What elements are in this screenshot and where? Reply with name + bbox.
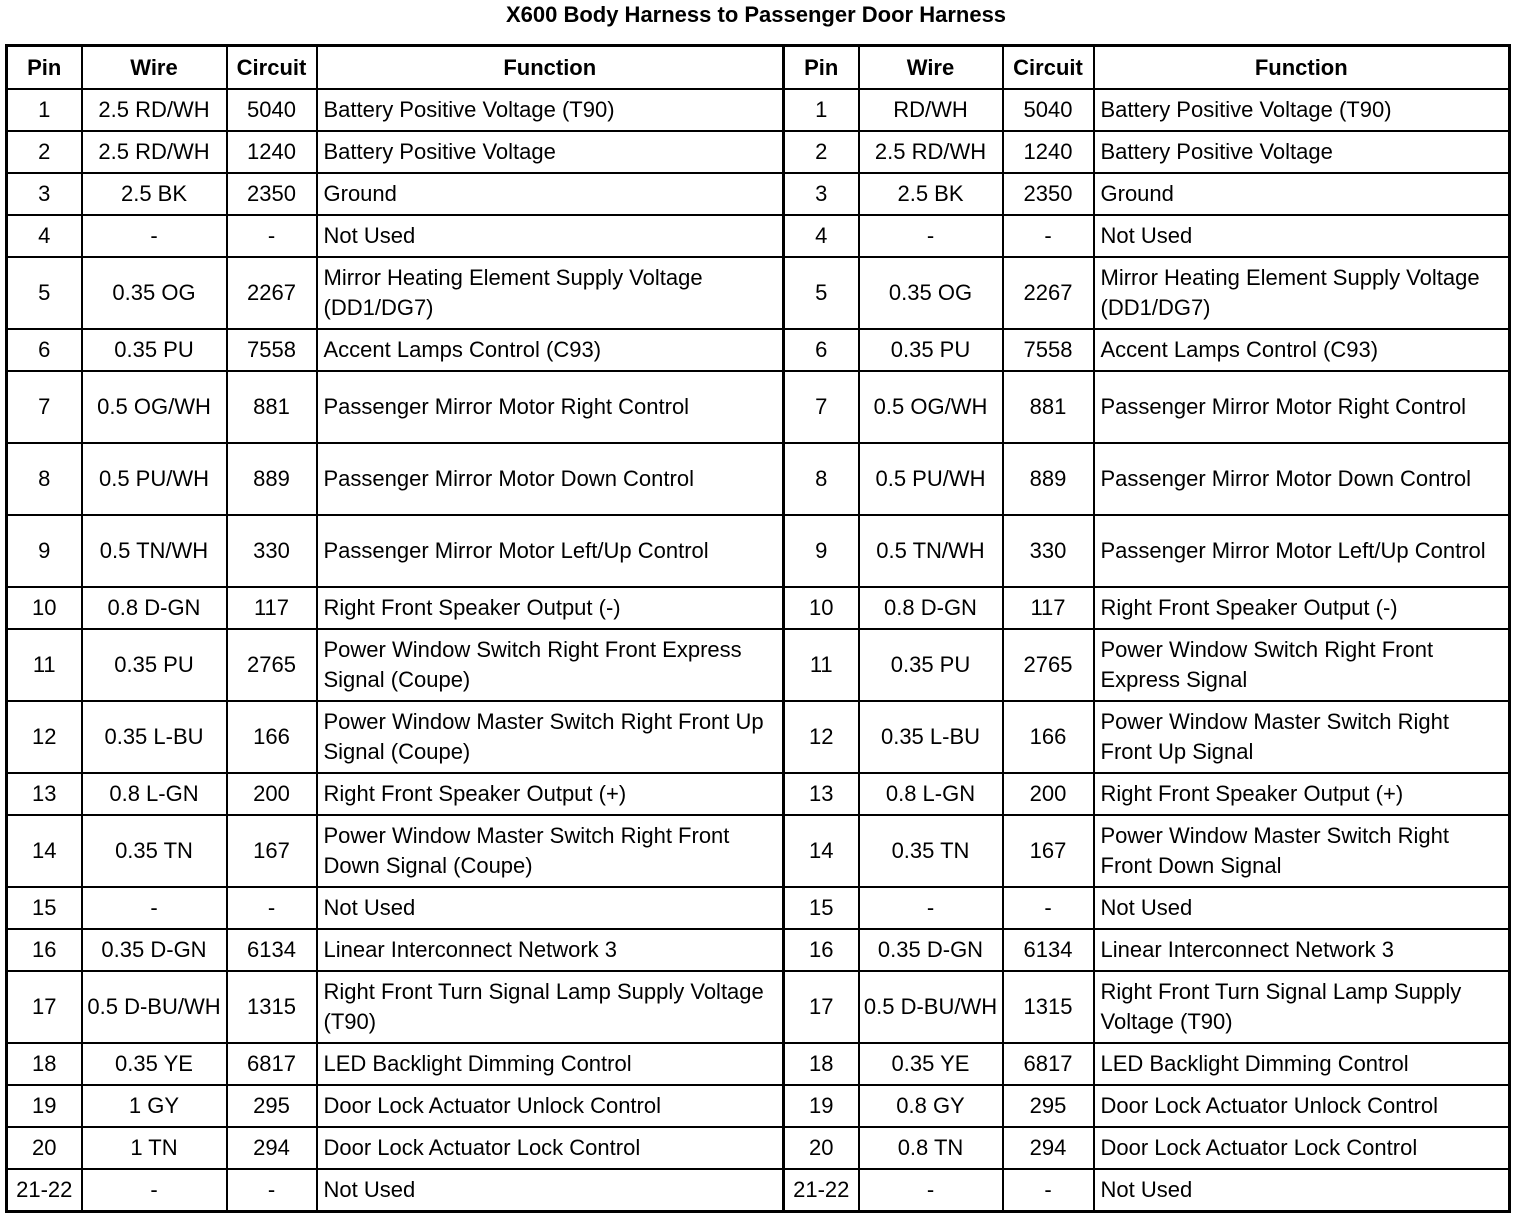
wire-cell: -: [82, 215, 227, 257]
pin-cell: 15: [7, 887, 82, 929]
function-cell: Right Front Speaker Output (+): [317, 773, 784, 815]
function-cell-right: Accent Lamps Control (C93): [1094, 329, 1510, 371]
wire-cell: 0.5 OG/WH: [82, 371, 227, 443]
table-row: [7, 887, 1510, 929]
table-row: [7, 773, 1510, 815]
table-row: [7, 1169, 1510, 1212]
circuit-cell-right: -: [1003, 887, 1094, 929]
wire-cell-right: 0.35 YE: [859, 1043, 1003, 1085]
wire-cell-right: -: [859, 1169, 1003, 1212]
pin-cell: 1: [7, 89, 82, 131]
pin-cell-right: 4: [784, 215, 859, 257]
function-cell-right: Battery Positive Voltage: [1094, 131, 1510, 173]
pin-cell: 5: [7, 257, 82, 329]
wire-cell-right: 0.8 D-GN: [859, 587, 1003, 629]
pin-cell-right: 20: [784, 1127, 859, 1169]
function-cell: Right Front Speaker Output (-): [317, 587, 784, 629]
wire-cell-right: 0.35 PU: [859, 629, 1003, 701]
pin-cell-right: 6: [784, 329, 859, 371]
circuit-cell-right: 200: [1003, 773, 1094, 815]
header-function-right: Function: [1094, 46, 1510, 90]
wire-cell-right: 0.35 PU: [859, 329, 1003, 371]
function-cell-right: Not Used: [1094, 887, 1510, 929]
pin-cell: 8: [7, 443, 82, 515]
wire-cell: 0.35 YE: [82, 1043, 227, 1085]
table-row: [7, 89, 1510, 131]
function-cell-right: Right Front Turn Signal Lamp Supply Voltage (T90): [1094, 971, 1510, 1043]
function-cell-right: Battery Positive Voltage (T90): [1094, 89, 1510, 131]
function-cell: Power Window Master Switch Right Front Up Signal (Coupe): [317, 701, 784, 773]
wire-cell-right: 0.35 OG: [859, 257, 1003, 329]
wire-cell: 2.5 RD/WH: [82, 89, 227, 131]
table-row: [7, 257, 1510, 329]
wire-cell-right: -: [859, 887, 1003, 929]
table-row: [7, 1085, 1510, 1127]
function-cell: Door Lock Actuator Lock Control: [317, 1127, 784, 1169]
circuit-cell: 1240: [227, 131, 317, 173]
function-cell: Not Used: [317, 887, 784, 929]
circuit-cell-right: 5040: [1003, 89, 1094, 131]
table-row: [7, 215, 1510, 257]
function-cell-right: Right Front Speaker Output (-): [1094, 587, 1510, 629]
circuit-cell-right: 294: [1003, 1127, 1094, 1169]
wire-cell: 0.35 PU: [82, 629, 227, 701]
function-cell: Power Window Master Switch Right Front Down Signal (Coupe): [317, 815, 784, 887]
wire-cell-right: -: [859, 215, 1003, 257]
circuit-cell: 200: [227, 773, 317, 815]
circuit-cell-right: 6134: [1003, 929, 1094, 971]
pin-cell-right: 16: [784, 929, 859, 971]
pin-cell: 12: [7, 701, 82, 773]
wire-cell: 0.35 L-BU: [82, 701, 227, 773]
pin-cell-right: 2: [784, 131, 859, 173]
pin-cell-right: 18: [784, 1043, 859, 1085]
table-row: [7, 329, 1510, 371]
table-row: [7, 701, 1510, 773]
function-cell-right: Power Window Switch Right Front Express Signal: [1094, 629, 1510, 701]
circuit-cell: 167: [227, 815, 317, 887]
circuit-cell-right: -: [1003, 1169, 1094, 1212]
pin-cell-right: 3: [784, 173, 859, 215]
pin-cell-right: 5: [784, 257, 859, 329]
circuit-cell: 1315: [227, 971, 317, 1043]
pin-cell-right: 13: [784, 773, 859, 815]
pin-cell: 9: [7, 515, 82, 587]
function-cell: Not Used: [317, 215, 784, 257]
pin-cell-right: 11: [784, 629, 859, 701]
function-cell-right: Power Window Master Switch Right Front Down Signal: [1094, 815, 1510, 887]
wire-cell-right: 0.35 TN: [859, 815, 1003, 887]
pin-cell: 14: [7, 815, 82, 887]
header-circuit: Circuit: [227, 46, 317, 90]
function-cell: Accent Lamps Control (C93): [317, 329, 784, 371]
circuit-cell: 2765: [227, 629, 317, 701]
circuit-cell-right: 2267: [1003, 257, 1094, 329]
pin-cell: 10: [7, 587, 82, 629]
function-cell-right: Not Used: [1094, 215, 1510, 257]
page-title: X600 Body Harness to Passenger Door Harness: [505, 2, 1007, 27]
table-row: [7, 587, 1510, 629]
circuit-cell: 166: [227, 701, 317, 773]
wire-cell-right: 0.5 D-BU/WH: [859, 971, 1003, 1043]
pin-cell: 19: [7, 1085, 82, 1127]
circuit-cell-right: 6817: [1003, 1043, 1094, 1085]
header-pin-right: Pin: [784, 46, 859, 90]
pin-cell-right: 17: [784, 971, 859, 1043]
header-wire-right: Wire: [859, 46, 1003, 90]
table-row: [7, 515, 1510, 587]
circuit-cell: 117: [227, 587, 317, 629]
circuit-cell-right: -: [1003, 215, 1094, 257]
pinout-table: [5, 44, 1511, 1213]
table-row: [7, 929, 1510, 971]
pin-cell: 20: [7, 1127, 82, 1169]
function-cell-right: Mirror Heating Element Supply Voltage (DD1/DG7): [1094, 257, 1510, 329]
circuit-cell-right: 166: [1003, 701, 1094, 773]
wire-cell: 1 GY: [82, 1085, 227, 1127]
table-row: [7, 971, 1510, 1043]
table-row: [7, 815, 1510, 887]
function-cell: Right Front Turn Signal Lamp Supply Voltage (T90): [317, 971, 784, 1043]
header-function: Function: [317, 46, 784, 90]
table-row: [7, 173, 1510, 215]
pin-cell: 21-22: [7, 1169, 82, 1212]
function-cell: Passenger Mirror Motor Right Control: [317, 371, 784, 443]
circuit-cell-right: 881: [1003, 371, 1094, 443]
pin-cell-right: 9: [784, 515, 859, 587]
pin-cell: 11: [7, 629, 82, 701]
circuit-cell: -: [227, 1169, 317, 1212]
circuit-cell-right: 2765: [1003, 629, 1094, 701]
function-cell: Battery Positive Voltage (T90): [317, 89, 784, 131]
circuit-cell: -: [227, 887, 317, 929]
table-row: [7, 1127, 1510, 1169]
wire-cell-right: 2.5 BK: [859, 173, 1003, 215]
function-cell-right: Passenger Mirror Motor Right Control: [1094, 371, 1510, 443]
pin-cell-right: 15: [784, 887, 859, 929]
wire-cell: 0.35 PU: [82, 329, 227, 371]
pin-cell-right: 12: [784, 701, 859, 773]
wire-cell-right: 0.35 L-BU: [859, 701, 1003, 773]
header-circuit-right: Circuit: [1003, 46, 1094, 90]
circuit-cell-right: 1315: [1003, 971, 1094, 1043]
header-wire: Wire: [82, 46, 227, 90]
function-cell: Ground: [317, 173, 784, 215]
wire-cell: 2.5 BK: [82, 173, 227, 215]
pin-cell-right: 1: [784, 89, 859, 131]
function-cell-right: Door Lock Actuator Unlock Control: [1094, 1085, 1510, 1127]
table-row: [7, 1043, 1510, 1085]
pin-cell-right: 7: [784, 371, 859, 443]
circuit-cell: 2267: [227, 257, 317, 329]
circuit-cell: 330: [227, 515, 317, 587]
wire-cell: 1 TN: [82, 1127, 227, 1169]
wire-cell-right: 0.5 OG/WH: [859, 371, 1003, 443]
wire-cell-right: 0.8 L-GN: [859, 773, 1003, 815]
wire-cell: 0.5 TN/WH: [82, 515, 227, 587]
pin-cell-right: 8: [784, 443, 859, 515]
pin-cell: 17: [7, 971, 82, 1043]
table-row: [7, 131, 1510, 173]
circuit-cell: 295: [227, 1085, 317, 1127]
circuit-cell: 5040: [227, 89, 317, 131]
table-row: [7, 371, 1510, 443]
circuit-cell-right: 7558: [1003, 329, 1094, 371]
function-cell-right: Door Lock Actuator Lock Control: [1094, 1127, 1510, 1169]
circuit-cell-right: 167: [1003, 815, 1094, 887]
circuit-cell-right: 1240: [1003, 131, 1094, 173]
function-cell: Linear Interconnect Network 3: [317, 929, 784, 971]
circuit-cell: 294: [227, 1127, 317, 1169]
wire-cell-right: 0.5 PU/WH: [859, 443, 1003, 515]
function-cell-right: Passenger Mirror Motor Down Control: [1094, 443, 1510, 515]
pin-cell: 7: [7, 371, 82, 443]
circuit-cell-right: 889: [1003, 443, 1094, 515]
circuit-cell-right: 330: [1003, 515, 1094, 587]
pin-cell: 3: [7, 173, 82, 215]
circuit-cell: 7558: [227, 329, 317, 371]
function-cell-right: LED Backlight Dimming Control: [1094, 1043, 1510, 1085]
pin-cell-right: 14: [784, 815, 859, 887]
wire-cell: 0.8 D-GN: [82, 587, 227, 629]
circuit-cell: 889: [227, 443, 317, 515]
pin-cell: 16: [7, 929, 82, 971]
wire-cell-right: 2.5 RD/WH: [859, 131, 1003, 173]
function-cell-right: Passenger Mirror Motor Left/Up Control: [1094, 515, 1510, 587]
wire-cell: -: [82, 1169, 227, 1212]
wire-cell-right: 0.5 TN/WH: [859, 515, 1003, 587]
pin-cell: 4: [7, 215, 82, 257]
wire-cell-right: 0.8 TN: [859, 1127, 1003, 1169]
table-row: [7, 443, 1510, 515]
pin-cell: 6: [7, 329, 82, 371]
function-cell: LED Backlight Dimming Control: [317, 1043, 784, 1085]
pin-cell-right: 19: [784, 1085, 859, 1127]
pin-cell: 2: [7, 131, 82, 173]
header-pin: Pin: [7, 46, 82, 90]
circuit-cell-right: 117: [1003, 587, 1094, 629]
function-cell: Battery Positive Voltage: [317, 131, 784, 173]
pin-cell: 18: [7, 1043, 82, 1085]
wire-cell: 0.35 D-GN: [82, 929, 227, 971]
function-cell: Passenger Mirror Motor Left/Up Control: [317, 515, 784, 587]
wire-cell-right: RD/WH: [859, 89, 1003, 131]
circuit-cell-right: 295: [1003, 1085, 1094, 1127]
wire-cell: 0.35 OG: [82, 257, 227, 329]
circuit-cell-right: 2350: [1003, 173, 1094, 215]
pin-cell-right: 21-22: [784, 1169, 859, 1212]
wire-cell: -: [82, 887, 227, 929]
function-cell: Door Lock Actuator Unlock Control: [317, 1085, 784, 1127]
function-cell-right: Power Window Master Switch Right Front Up Signal: [1094, 701, 1510, 773]
pin-cell: 13: [7, 773, 82, 815]
wire-cell: 0.35 TN: [82, 815, 227, 887]
circuit-cell: 2350: [227, 173, 317, 215]
wire-cell: 0.5 PU/WH: [82, 443, 227, 515]
wire-cell-right: 0.35 D-GN: [859, 929, 1003, 971]
circuit-cell: 6817: [227, 1043, 317, 1085]
circuit-cell: 881: [227, 371, 317, 443]
wire-cell: 0.8 L-GN: [82, 773, 227, 815]
function-cell-right: Ground: [1094, 173, 1510, 215]
pin-cell-right: 10: [784, 587, 859, 629]
function-cell-right: Linear Interconnect Network 3: [1094, 929, 1510, 971]
function-cell: Passenger Mirror Motor Down Control: [317, 443, 784, 515]
table-header-row: [7, 46, 1510, 90]
circuit-cell: 6134: [227, 929, 317, 971]
wire-cell: 2.5 RD/WH: [82, 131, 227, 173]
function-cell: Not Used: [317, 1169, 784, 1212]
function-cell: Power Window Switch Right Front Express Signal (Coupe): [317, 629, 784, 701]
wire-cell: 0.5 D-BU/WH: [82, 971, 227, 1043]
function-cell: Mirror Heating Element Supply Voltage (DD1/DG7): [317, 257, 784, 329]
wire-cell-right: 0.8 GY: [859, 1085, 1003, 1127]
function-cell-right: Not Used: [1094, 1169, 1510, 1212]
table-row: [7, 629, 1510, 701]
function-cell-right: Right Front Speaker Output (+): [1094, 773, 1510, 815]
circuit-cell: -: [227, 215, 317, 257]
